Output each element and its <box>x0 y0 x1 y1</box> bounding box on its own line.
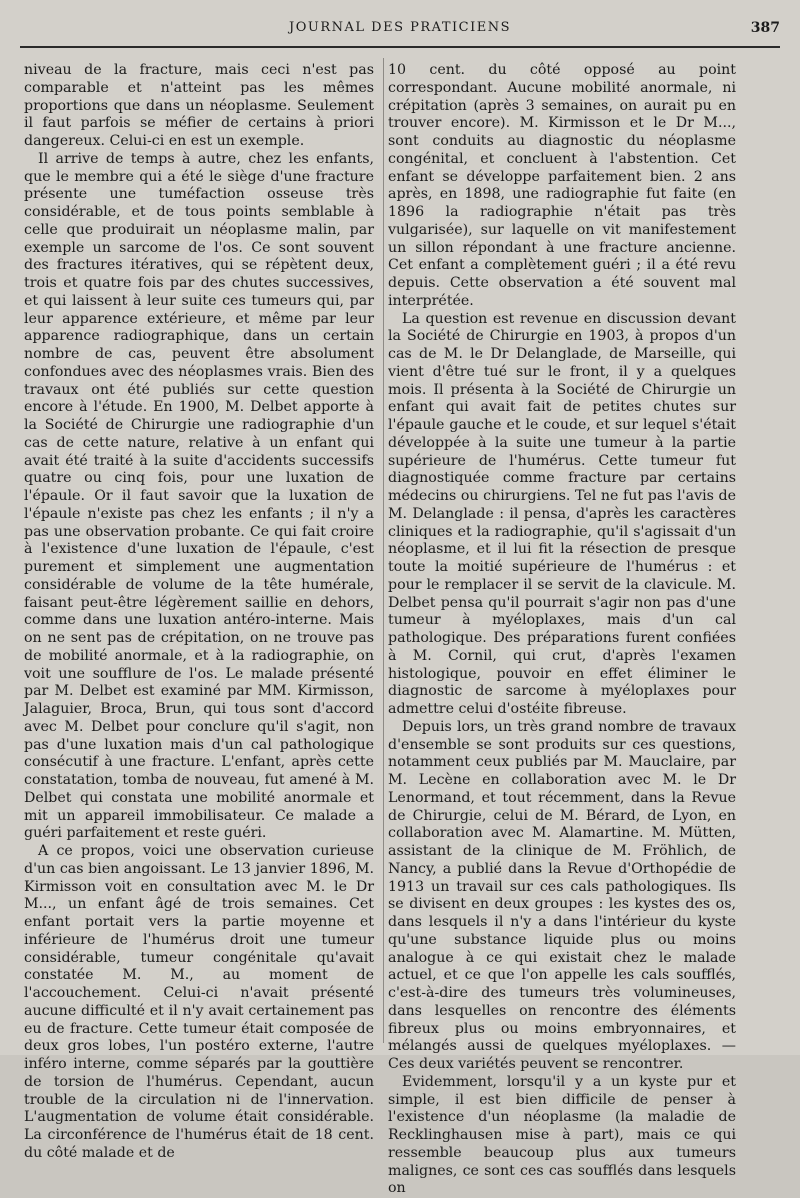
header-rule <box>20 46 780 48</box>
page-header <box>20 14 780 44</box>
paragraph: La question est revenue en discussion devant la Société de Chirurgie en 1903, à propos d'un cas de M. le Dr Delanglade, de Marseille, qui vient d'être tué sur le front, il y a quelques mois. Il présenta à la Société de Chirurgie un enfant qui avait fait de petites chutes sur l'épaule gauche et le coude, et sur lequel s'était développée à la suite une tumeur à la partie supérieure de l'humérus. Cette tumeur fut diagnostiquée comme fracture par certains médecins ou chirurgiens. Tel ne fut pas l'avis de M. Delanglade : il pensa, d'après les caractères cliniques et la radiographie, qu'il s'agissait d'un néoplasme, et il lui fit la résection de presque toute la moitié supérieure de l'humérus : et pour le remplacer il se servit de la clavicule. M. Delbet pensa qu'il pourrait s'agir non pas d'une tumeur à myéloplaxes, mais d'un cal pathologique. Des préparations furent confiées à M. Cornil, qui crut, d'après l'examen histologique, pouvoir en effet éliminer le diagnostic de sarcome à myéloplaxes pour admettre celui d'ostéite fibreuse. <box>388 310 736 717</box>
running-title: JOURNAL DES PRATICIENS <box>289 20 511 35</box>
page-number: 387 <box>750 20 780 36</box>
paragraph: Il arrive de temps à autre, chez les enfants, que le membre qui a été le siège d'une fracture présente une tuméfaction osseuse très considérable, et de tous points semblable à celle que produirait un néoplasme malin, par exemple un sarcome de l'os. Ce sont souvent des fractures itératives, qui se répètent deux, trois et quatre fois par des chutes successives, et qui laissent à leur suite ces tumeurs qui, par leur apparence extérieure, et même par leur apparence radiographique, dans un certain nombre de cas, peuvent être absolument confondues avec des néoplasmes vrais. Bien des travaux ont été publiés sur cette question encore à l'étude. En 1900, M. Delbet apporte à la Société de Chirurgie une radiographie d'un cas de cette nature, relative à un enfant qui avait été traité à la suite d'accidents successifs quatre ou cinq fois, pour une luxation de l'épaule. Or il faut savoir que la luxation de l'épaule n'existe pas chez les enfants ; il n'y a pas une observation probante. Ce qui fait croire à l'existence d'une luxation de l'épaule, c'est purement et simplement une augmentation considérable de volume de la tête humérale, faisant peut-être légèrement saillie en dehors, comme dans une luxation antéro-interne. Mais on ne sent pas de crépitation, on ne trouve pas de mobilité anormale, et à la radiographie, on voit une soufflure de l'os. Le malade présenté par M. Delbet est examiné par MM. Kirmisson, Jalaguier, Broca, Brun, qui tous sont d'accord avec M. Delbet pour conclure qu'il s'agit, non pas d'une luxation mais d'un cal pathologique consécutif à une fracture. L'enfant, après cette constatation, tomba de nouveau, fut amené à M. Delbet qui constata une mobilité anormale et mit un appareil immobilisateur. Ce malade a guéri parfaitement et reste guéri. <box>24 150 374 842</box>
paragraph: 10 cent. du côté opposé au point correspondant. Aucune mobilité anormale, ni crépitation (après 3 semaines, on aurait pu en trouver encore). M. Kirmisson et le Dr M..., sont conduits au diagnostic du néoplasme congénital, et concluent à l'abstention. Cet enfant se développe parfaitement bien. 2 ans après, en 1898, une radiographie fut faite (en 1896 la radiographie n'était pas très vulgarisée), sur laquelle on vit manifestement un sillon répondant à une fracture ancienne. Cet enfant a complètement guéri ; il a été revu depuis. Cette observation a été souvent mal interprétée. <box>388 62 736 309</box>
column-divider <box>383 58 384 1043</box>
paragraph: A ce propos, voici une observation curieuse d'un cas bien angoissant. Le 13 janvier 1896, M. Kirmisson voit en consultation avec M. le Dr M..., un enfant âgé de trois semaines. Cet enfant portait vers la partie moyenne et inférieure de l'humérus droit une tumeur considérable, tumeur congénitale qu'avait constatée M. M., au moment de l'accouchement. Celui-ci n'avait présenté aucune difficulté et il n'y avait certainement pas eu de fracture. Cette tumeur était composée de deux gros lobes, l'un postéro externe, l'autre inféro interne, comme séparés par la gouttière de torsion de l'humérus. Cependant, aucun trouble de la circulation ni de l'innervation. L'augmentation de volume était considérable. La circonférence de l'humérus était de 18 cent. du côté malade et de <box>24 843 374 1161</box>
paragraph: Evidemment, lorsqu'il y a un kyste pur et simple, il est bien difficile de penser à l'existence d'un néoplasme (la maladie de Recklinghausen mise à part), mais ce qui ressemble beaucoup plus aux tumeurs malignes, ce sont ces cas soufflés dans lesquels on <box>388 1073 736 1197</box>
right-column <box>388 62 736 1197</box>
paragraph: Depuis lors, un très grand nombre de travaux d'ensemble se sont produits sur ces questions, notamment ceux publiés par M. Mauclaire, par M. Lecène en collaboration avec M. le Dr Lenormand, et tout récemment, dans la Revue de Chirurgie, celui de M. Bérard, de Lyon, en collaboration avec M. Alamartine. M. Mütten, assistant de la clinique de M. Fröhlich, de Nancy, a publié dans la Revue d'Orthopédie de 1913 un travail sur ces cals pathologiques. Ils se divisent en deux groupes : les kystes des os, dans lesquels il n'y a dans l'intérieur du kyste qu'une substance liquide plus ou moins analogue à ce qui existait chez le malade actuel, et ce que l'on appelle les cals soufflés, c'est-à-dire des tumeurs très volumineuses, dans lesquelles on rencontre des éléments fibreux plus ou moins embryonnaires, et mélangés aussi de quelques myéloplaxes. — Ces deux variétés peuvent se rencontrer. <box>388 718 736 1072</box>
paragraph: niveau de la fracture, mais ceci n'est pas comparable et n'atteint pas les mêmes proportions que dans un néoplasme. Seulement il faut parfois se méfier de certains à priori dangereux. Celui-ci en est un exemple. <box>24 62 374 149</box>
left-column <box>24 62 374 1161</box>
